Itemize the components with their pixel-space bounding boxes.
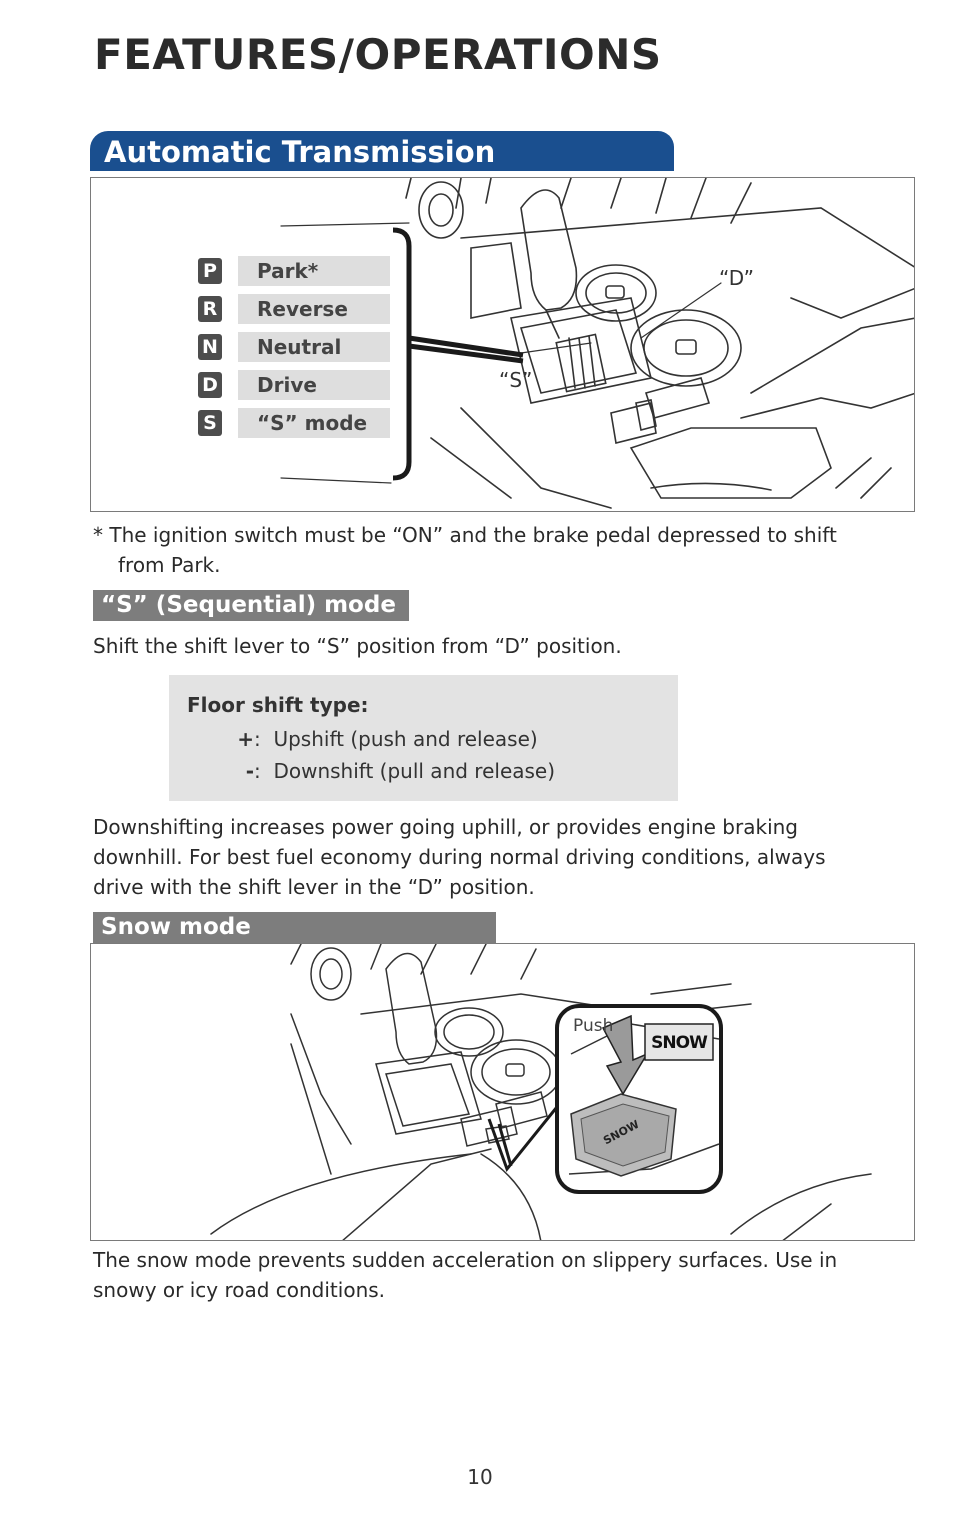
paragraph-line: downhill. For best fuel economy during normal driving conditions, always — [93, 845, 826, 869]
gear-badge-s: S — [198, 410, 222, 436]
page-title: FEATURES/OPERATIONS — [94, 30, 662, 79]
paragraph-line: drive with the shift lever in the “D” position. — [93, 875, 535, 899]
gear-label-park: Park* — [238, 256, 390, 286]
gear-badge-p: P — [198, 258, 222, 284]
gear-label-reverse: Reverse — [238, 294, 390, 324]
gear-row-drive — [198, 370, 518, 400]
snow-button-label: SNOW — [651, 1033, 707, 1053]
gear-label-drive: Drive — [238, 370, 390, 400]
gear-badge-d: D — [198, 372, 222, 398]
gear-label-s-mode: “S” mode — [238, 408, 390, 438]
floor-shift-title: Floor shift type: — [187, 693, 369, 717]
upshift-row: +: Upshift (push and release) — [229, 727, 538, 751]
gear-label-neutral: Neutral — [238, 332, 390, 362]
snow-mode-paragraph — [93, 1245, 923, 1305]
shift-lever-illustration — [90, 177, 915, 512]
downshift-text: Downshift (pull and release) — [273, 759, 556, 783]
gear-badge-n: N — [198, 334, 222, 360]
gear-row-reverse — [198, 294, 518, 324]
section-title: Automatic Transmission — [104, 135, 496, 169]
downshift-row: -: Downshift (pull and release) — [229, 759, 555, 783]
snow-mode-illustration — [90, 943, 915, 1241]
paragraph-line: The snow mode prevents sudden acceleration on slippery surfaces. Use in — [93, 1248, 838, 1272]
paragraph-line: Downshifting increases power going uphill, or provides engine braking — [93, 815, 798, 839]
park-footnote — [93, 520, 923, 580]
sequential-mode-header: “S” (Sequential) mode — [93, 590, 409, 621]
paragraph-line: snowy or icy road conditions. — [93, 1278, 386, 1302]
callout-s: “S” — [499, 368, 533, 392]
footnote-line-2: from Park. — [118, 553, 221, 577]
snow-button-text: SNOW — [601, 1117, 642, 1148]
section-header-automatic-transmission — [90, 131, 674, 171]
gear-row-s-mode — [198, 408, 518, 438]
snow-console-drawing — [91, 944, 915, 1241]
floor-shift-info-box — [169, 675, 678, 801]
plus-symbol: + — [237, 727, 254, 751]
footnote-line-1: * The ignition switch must be “ON” and the brake pedal depressed to shift — [93, 523, 837, 547]
gear-row-neutral — [198, 332, 518, 362]
gear-badge-r: R — [198, 296, 222, 322]
sequential-instruction: Shift the shift lever to “S” position from “D” position. — [93, 634, 622, 658]
gear-row-park — [198, 256, 518, 286]
push-label: Push — [573, 1016, 614, 1036]
downshifting-paragraph — [93, 812, 923, 902]
upshift-text: Upshift (push and release) — [273, 727, 538, 751]
callout-d: “D” — [719, 266, 754, 290]
minus-symbol: - — [245, 759, 254, 783]
snow-mode-header: Snow mode — [93, 912, 496, 943]
page-number: 10 — [467, 1465, 493, 1489]
